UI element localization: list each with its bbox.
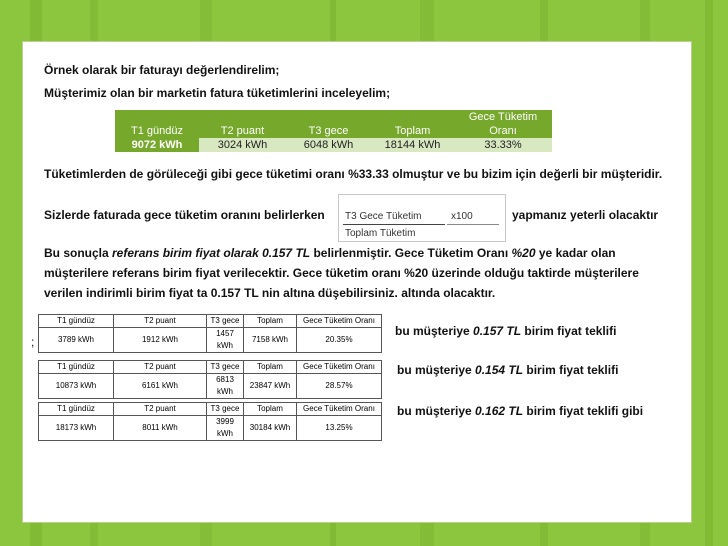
example-offer-3 <box>397 404 643 418</box>
stray-mark: ; <box>31 335 35 349</box>
example-value: 28.57% <box>297 374 382 399</box>
multiplier-line <box>447 224 499 225</box>
instruction-before: Sizlerde faturada gece tüketim oranını belirlerken <box>44 208 325 222</box>
example-header: Gece Tüketim Oranı <box>297 315 382 328</box>
example-header: T3 gece <box>207 403 244 416</box>
conclusion-reference-price: referans birim fiyat olarak 0.157 TL <box>112 246 311 260</box>
formula-denominator: Toplam Tüketim <box>345 228 416 239</box>
example-header: T1 gündüz <box>39 315 114 328</box>
observation-text: Tüketimlerden de görüleceği gibi gece tüketimi oranı %33.33 olmuştur ve bu bizim için değerli bir müşteridir. <box>44 167 663 181</box>
example-header: T1 gündüz <box>39 403 114 416</box>
summary-value-ratio: 33.33% <box>454 138 552 152</box>
example-value: 3789 kWh <box>39 328 114 353</box>
instruction-after: yapmanız yeterli olacaktır <box>512 208 659 222</box>
example-header: T3 gece <box>207 361 244 374</box>
example-header: Toplam <box>244 315 297 328</box>
example-offer-2 <box>397 363 618 377</box>
example-value: 18173 kWh <box>39 416 114 441</box>
example-value: 1457 kWh <box>207 328 244 353</box>
summary-header-ratio-line1: Gece Tüketim <box>454 110 552 124</box>
example-value: 23847 kWh <box>244 374 297 399</box>
conclusion-line-1 <box>44 246 616 260</box>
offer-text: birim fiyat teklifi gibi <box>523 404 644 418</box>
example-table-1 <box>38 314 382 353</box>
offer-text: bu müşteriye <box>397 363 476 377</box>
example-value: 6161 kWh <box>114 374 207 399</box>
example-value: 6813 kWh <box>207 374 244 399</box>
example-table-2 <box>38 360 382 399</box>
formula-box <box>338 194 506 242</box>
conclusion-text: ye kadar olan <box>535 246 616 260</box>
example-value: 7158 kWh <box>244 328 297 353</box>
summary-header-t2: T2 puant <box>199 124 286 138</box>
summary-value-t1: 9072 kWh <box>115 138 199 152</box>
summary-header-ratio-line2: Oranı <box>454 124 552 138</box>
example-header: T2 puant <box>114 361 207 374</box>
example-value: 10873 kWh <box>39 374 114 399</box>
fraction-line <box>343 224 445 225</box>
conclusion-threshold: %20 <box>511 246 536 260</box>
intro-line-2: Müşterimiz olan bir marketin fatura tüketimlerini inceleyelim; <box>44 86 391 100</box>
formula-multiplier: x100 <box>451 211 473 222</box>
example-header: T2 puant <box>114 315 207 328</box>
formula-numerator: T3 Gece Tüketim <box>345 211 422 222</box>
summary-header-spacer <box>115 110 199 124</box>
offer-price: 0.157 TL <box>473 324 522 338</box>
example-header: T1 gündüz <box>39 361 114 374</box>
conclusion-text: belirlenmiştir. Gece Tüketim Oranı <box>310 246 512 260</box>
example-header: Gece Tüketim Oranı <box>297 361 382 374</box>
offer-text: birim fiyat teklifi <box>521 324 617 338</box>
summary-header-t3: T3 gece <box>286 124 371 138</box>
offer-price: 0.162 TL <box>475 404 524 418</box>
example-value: 30184 kWh <box>244 416 297 441</box>
conclusion-line-3: verilen indirimli birim fiyat ta 0.157 TL nin altına düşebilirsiniz. altında olacaktır. <box>44 286 496 300</box>
example-header: Gece Tüketim Oranı <box>297 403 382 416</box>
summary-value-total: 18144 kWh <box>371 138 454 152</box>
offer-price: 0.154 TL <box>475 363 524 377</box>
example-header: Toplam <box>244 361 297 374</box>
offer-text: birim fiyat teklifi <box>523 363 619 377</box>
example-value: 8011 kWh <box>114 416 207 441</box>
summary-header-total: Toplam <box>371 124 454 138</box>
example-value: 3999 kWh <box>207 416 244 441</box>
example-value: 13.25% <box>297 416 382 441</box>
conclusion-text: Bu sonuçla <box>44 246 113 260</box>
example-value: 1912 kWh <box>114 328 207 353</box>
summary-value-t2: 3024 kWh <box>199 138 286 152</box>
summary-value-t3: 6048 kWh <box>286 138 371 152</box>
summary-header-t1: T1 gündüz <box>115 124 199 138</box>
summary-table <box>115 110 552 152</box>
decor-bar <box>705 0 713 546</box>
example-table-3 <box>38 402 382 441</box>
conclusion-line-2: müşterilere referans birim fiyat verilecektir. Gece tüketim oranı %20 üzerinde olduğu taktirde müşterilere <box>44 266 639 280</box>
offer-text: bu müşteriye <box>397 404 476 418</box>
example-offer-1 <box>395 324 616 338</box>
offer-text: bu müşteriye <box>395 324 474 338</box>
example-header: Toplam <box>244 403 297 416</box>
example-value: 20.35% <box>297 328 382 353</box>
example-header: T2 puant <box>114 403 207 416</box>
example-header: T3 gece <box>207 315 244 328</box>
intro-line-1: Örnek olarak bir faturayı değerlendirelim; <box>44 63 280 77</box>
